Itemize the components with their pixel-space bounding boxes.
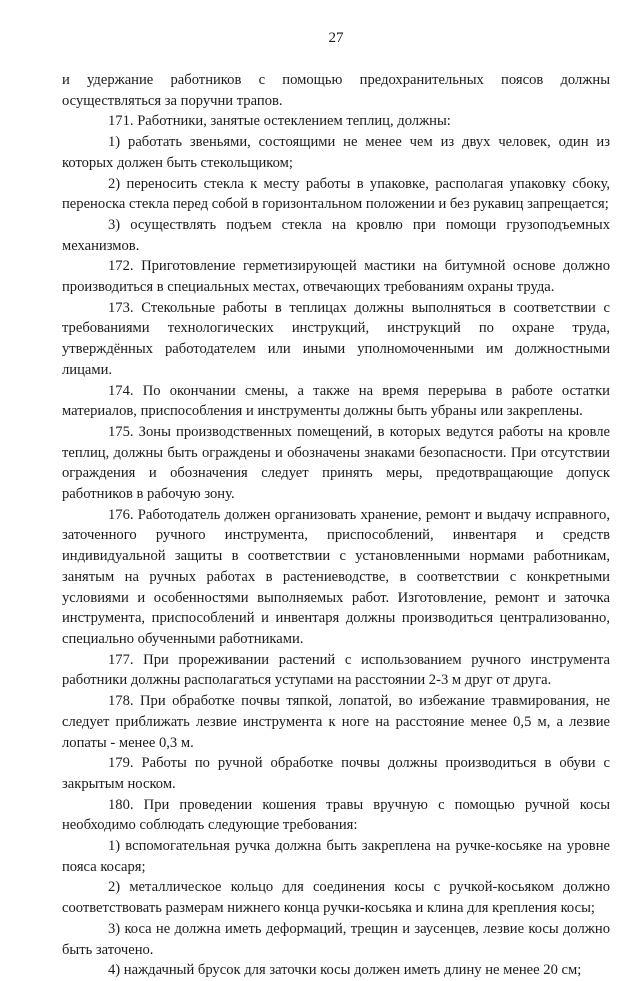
paragraph-180-item-1: 1) вспомогательная ручка должна быть закреплена на ручке-косьяке на уровне пояса косаря; <box>62 838 610 875</box>
paragraph-178: 178. При обработке почвы тяпкой, лопатой, во избежание травмирования, не следует приближать лезвие инструмента к ноге на расстояние менее 0,5 м, а лезвие лопаты - менее 0,3 м. <box>62 693 610 751</box>
paragraph-180-item-4: 4) наждачный брусок для заточки косы должен иметь длину не менее 20 см; <box>108 962 582 979</box>
paragraph-180-item-2: 2) металлическое кольцо для соединения косы с ручкой-косьяком должно соответствовать размерам нижнего конца ручки-косьяка и клина для крепления косы; <box>62 879 610 917</box>
document-page <box>62 28 610 981</box>
paragraph-171: 171. Работники, занятые остеклением теплиц, должны: <box>108 113 451 130</box>
paragraph-175: 175. Зоны производственных помещений, в которых ведутся работы на кровле теплиц, должны быть ограждены и обозначены знаками безопасности. При отсутствии ограждения и обозначения следует принять меры, предотвращающие допуск работников в рабочую зону. <box>62 423 610 503</box>
paragraph-180: 180. При проведении кошения травы вручную с помощью ручной косы необходимо соблюдать следующие требования: <box>62 796 610 834</box>
paragraph-180-item-3: 3) коса не должна иметь деформаций, трещин и заусенцев, лезвие косы должно быть заточено. <box>62 920 610 958</box>
paragraph-continuation: и удержание работников с помощью предохранительных поясов должны осуществляться за поручни трапов. <box>62 72 610 109</box>
paragraph-171-item-3: 3) осуществлять подъем стекла на кровлю при помощи грузоподъемных механизмов. <box>62 216 610 254</box>
paragraph-174: 174. По окончании смены, а также на время перерыва в работе остатки материалов, приспособления и инструменты должны быть убраны или закреплены. <box>62 382 610 420</box>
paragraph-177: 177. При прореживании растений с использованием ручного инструмента работники должны располагаться уступами на расстоянии 2-3 м друг от друга. <box>62 651 610 689</box>
paragraph-171-item-2: 2) переносить стекла к месту работы в упаковке, располагая упаковку сбоку, переноска стекла перед собой в горизонтальном положении и без рукавиц запрещается; <box>62 175 610 213</box>
paragraph-179: 179. Работы по ручной обработке почвы должны производиться в обуви с закрытым носком. <box>62 755 610 792</box>
page-number: 27 <box>328 30 344 46</box>
paragraph-172: 172. Приготовление герметизирующей мастики на битумной основе должно производиться в специальных местах, отвечающих требованиям охраны труда. <box>62 258 610 296</box>
paragraph-171-item-1: 1) работать звеньями, состоящими не менее чем из двух человек, один из которых должен быть стекольщиком; <box>62 134 610 171</box>
paragraph-173: 173. Стекольные работы в теплицах должны выполняться в соответствии с требованиями технологических инструкций, инструкций по охране труда, утверждённых работодателем или иными уполномоченными им должностными лицами. <box>62 299 610 378</box>
document-body <box>62 70 610 981</box>
paragraph-176: 176. Работодатель должен организовать хранение, ремонт и выдачу исправного, заточенного ручного инструмента, приспособлений, инвентаря и средств индивидуальной защиты в соответствии с установленными нормами работникам, занятым на ручных работах в растениеводстве, в соответствии с конкретными условиями и особенностями выполняемых работ. Изготовление, ремонт и заточка инструмента, приспособлений и инвентаря должны производиться централизованно, специально обученными работниками. <box>62 506 610 647</box>
